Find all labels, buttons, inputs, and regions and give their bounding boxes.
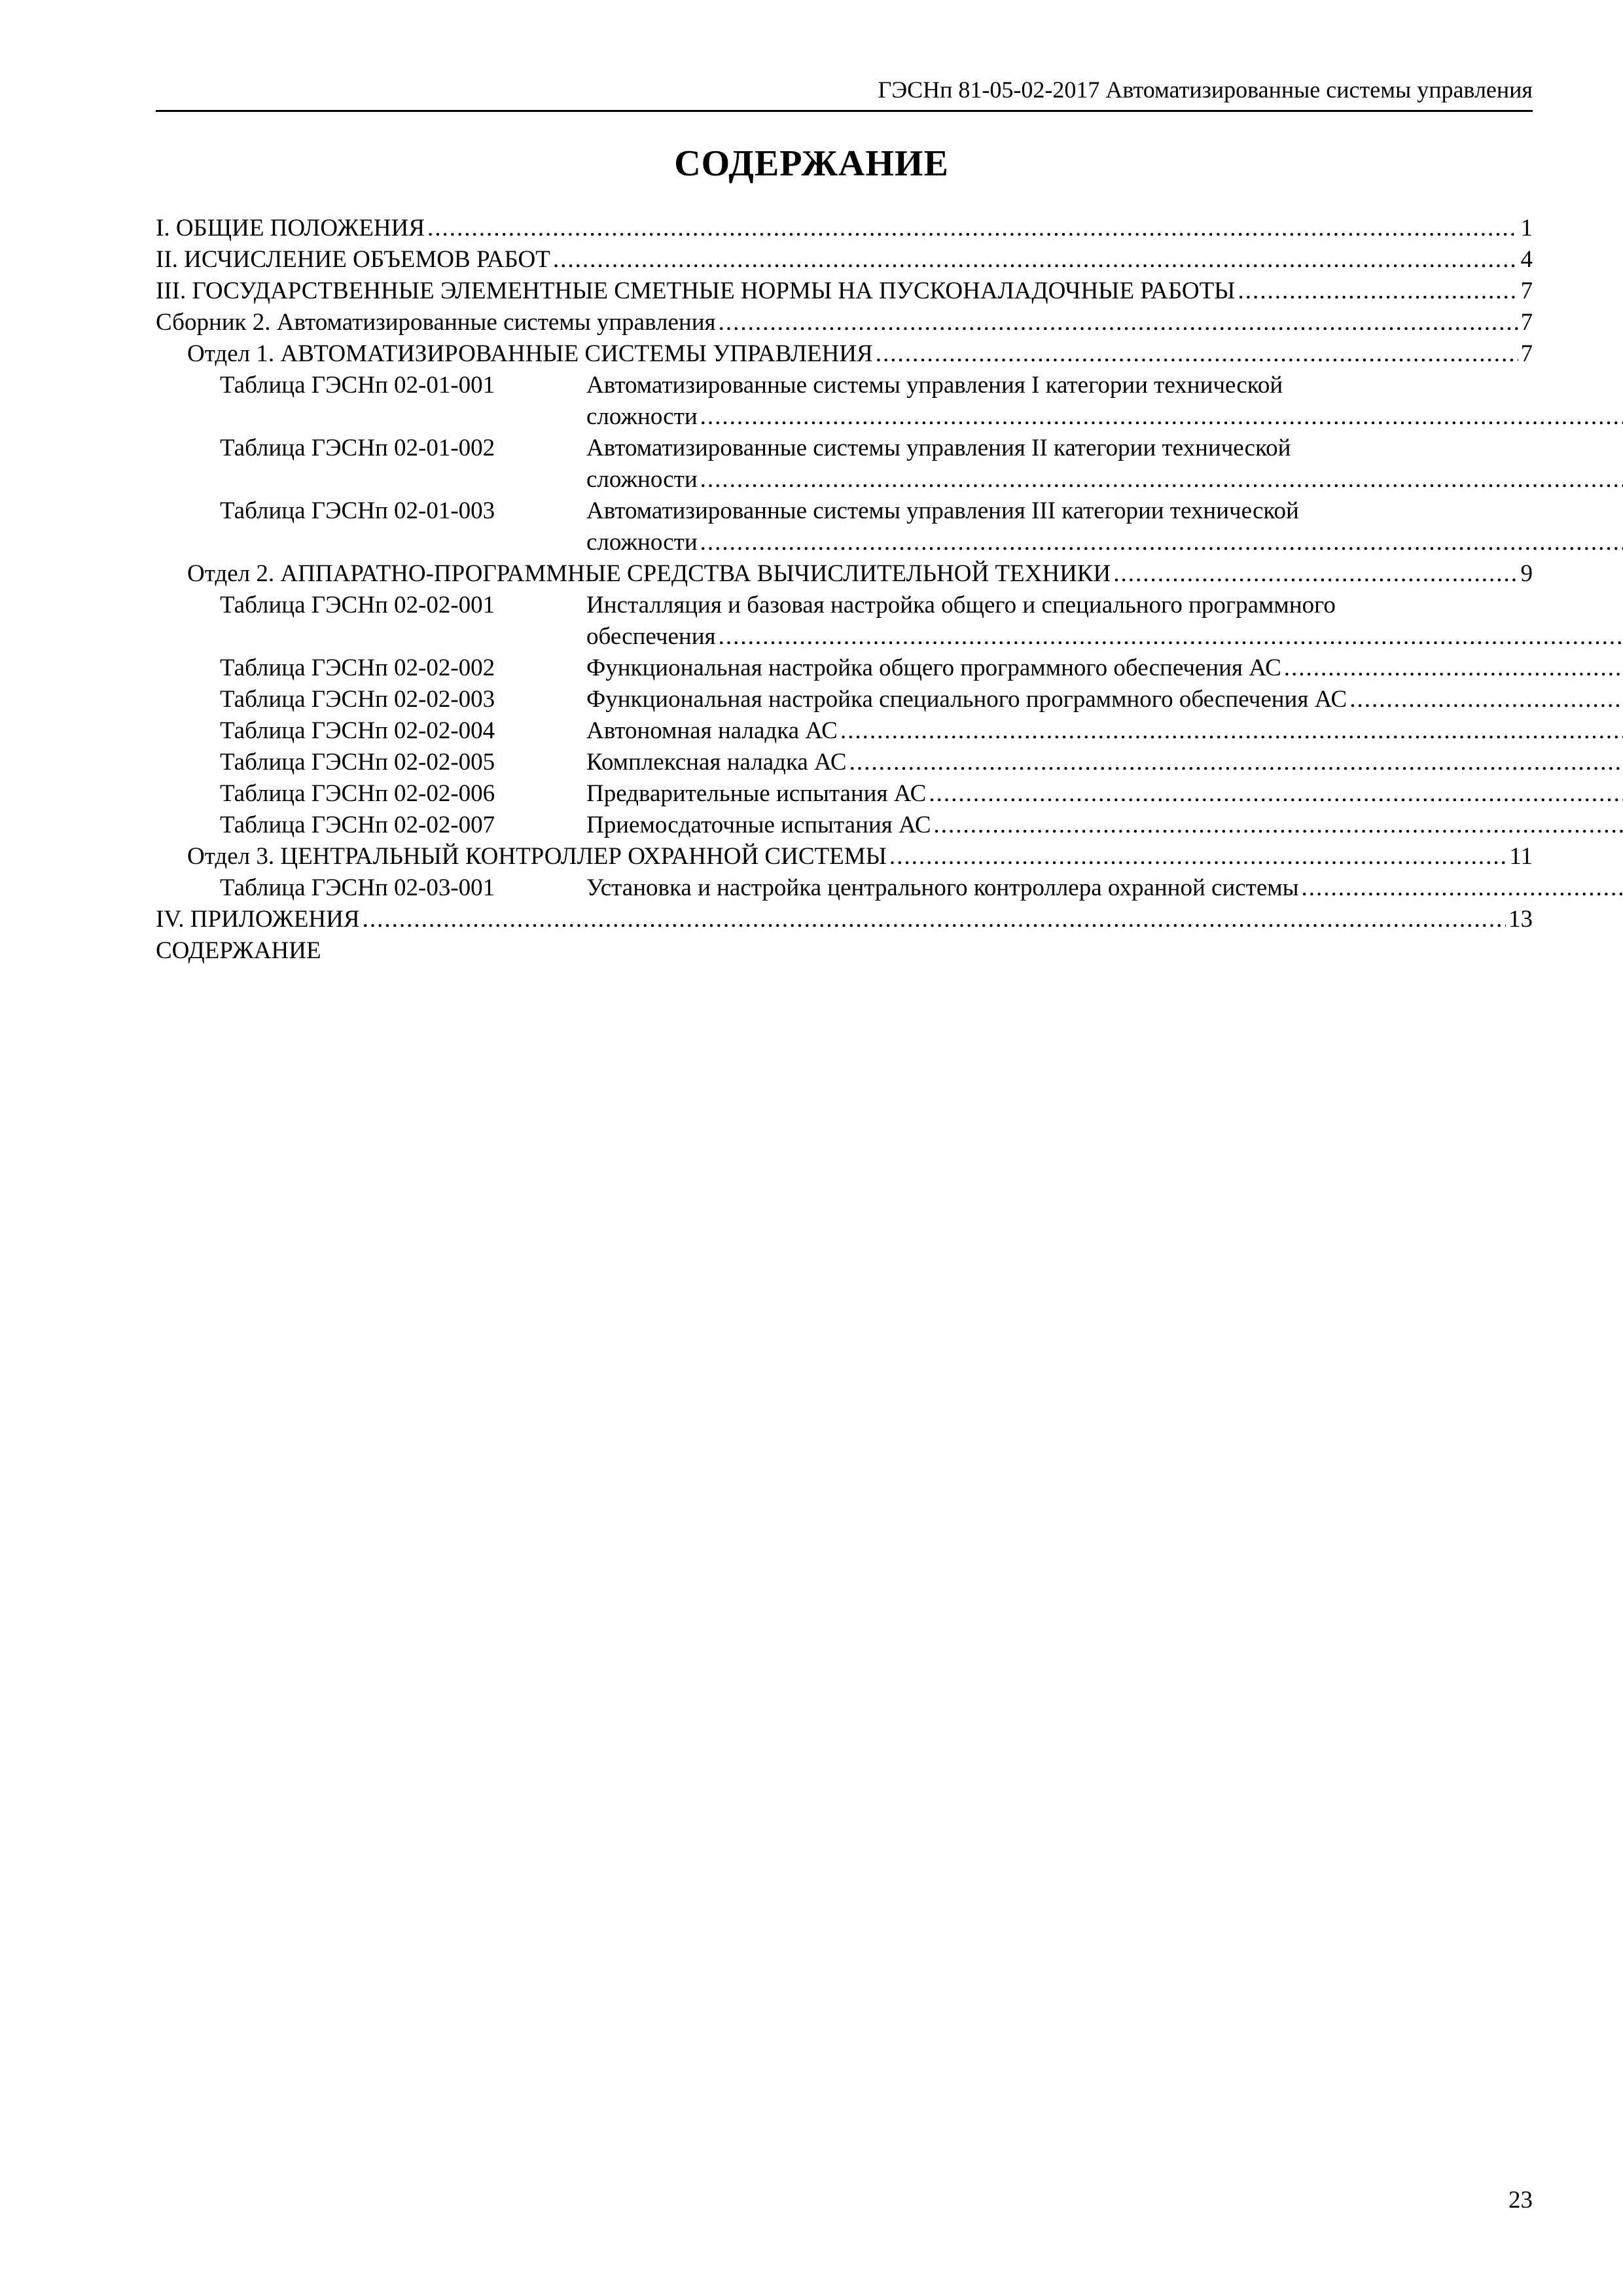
toc-entry-label: IV. ПРИЛОЖЕНИЯ: [156, 906, 360, 933]
toc-page-number: 7: [1520, 309, 1533, 336]
table-id: Таблица ГЭСНп 02-01-003: [220, 497, 495, 524]
toc-entry-label: III. ГОСУДАРСТВЕННЫЕ ЭЛЕМЕНТНЫЕ СМЕТНЫЕ НОРМЫ НА ПУСКОНАЛАДОЧНЫЕ РАБОТЫ: [156, 278, 1236, 304]
toc-entry-section-3[interactable]: [156, 276, 1533, 307]
dot-leader: [553, 244, 1518, 276]
dot-leader: [1349, 684, 1623, 715]
toc-entry-label: Приемосдаточные испытания АС: [586, 812, 931, 838]
dot-leader: [719, 307, 1518, 338]
dot-leader: [363, 904, 1506, 935]
toc-page-number: 13: [1508, 906, 1533, 933]
toc-page-number: 7: [1520, 278, 1533, 304]
table-id: Таблица ГЭСНп 02-01-001: [220, 372, 495, 399]
toc-entry-label: Функциональная настройка специального программного обеспечения АС: [586, 686, 1347, 713]
dot-leader: [719, 621, 1623, 653]
toc-entry-label: I. ОБЩИЕ ПОЛОЖЕНИЯ: [156, 215, 425, 242]
dot-leader: [929, 778, 1623, 810]
toc-entry-contents[interactable]: [156, 935, 1533, 967]
toc-entry-table-02-02-003[interactable]: [156, 684, 1533, 715]
toc-entry-label: Инсталляция и базовая настройка общего и специального программного: [586, 592, 1336, 619]
toc-entry-label: II. ИСЧИСЛЕНИЕ ОБЪЕМОВ РАБОТ: [156, 246, 550, 273]
toc-page-number: 4: [1520, 246, 1533, 273]
toc-page-number: 11: [1509, 843, 1533, 870]
toc-entry-label: Комплексная наладка АС: [586, 749, 847, 776]
toc-entry-label-cont: сложности: [586, 529, 698, 556]
page-number: 23: [1508, 2187, 1533, 2214]
table-id: Таблица ГЭСНп 02-02-002: [220, 655, 495, 681]
table-id: Таблица ГЭСНп 02-02-006: [220, 780, 495, 807]
toc-entry-table-02-01-003[interactable]: [156, 495, 1533, 558]
dot-leader: [1284, 653, 1623, 684]
toc-entry-table-02-02-002[interactable]: [156, 653, 1533, 684]
dot-leader: [876, 338, 1518, 370]
toc-entry-label-cont: сложности: [586, 403, 698, 430]
toc-entry-section-1[interactable]: [156, 213, 1533, 244]
toc-entry-label: Сборник 2. Автоматизированные системы управления: [156, 309, 716, 336]
table-of-contents: [156, 213, 1533, 967]
toc-entry-label: Автоматизированные системы управления I категории технической: [586, 372, 1283, 399]
toc-entry-label: Автоматизированные системы управления II категории технической: [586, 435, 1291, 461]
toc-entry-label: Функциональная настройка общего программного обеспечения АС: [586, 655, 1281, 681]
toc-entry-label: Предварительные испытания АС: [586, 780, 927, 807]
toc-entry-table-02-02-001[interactable]: [156, 590, 1533, 653]
toc-entry-collection-2[interactable]: [156, 307, 1533, 338]
toc-entry-label: СОДЕРЖАНИЕ: [156, 937, 321, 964]
dot-leader: [1302, 872, 1623, 904]
dot-leader: [700, 527, 1623, 558]
dot-leader: [1113, 558, 1518, 590]
dot-leader: [700, 401, 1623, 433]
toc-entry-label: Автономная наладка АС: [586, 717, 838, 744]
dot-leader: [849, 747, 1623, 778]
toc-page-number: 7: [1520, 340, 1533, 367]
toc-entry-department-3[interactable]: [156, 841, 1533, 872]
toc-page-number: 1: [1520, 215, 1533, 242]
toc-entry-label: Отдел 1. АВТОМАТИЗИРОВАННЫЕ СИСТЕМЫ УПРАВЛЕНИЯ: [187, 340, 873, 367]
toc-entry-label-cont: сложности: [586, 466, 698, 493]
toc-entry-label: Установка и настройка центрального контроллера охранной системы: [586, 874, 1299, 901]
table-id: Таблица ГЭСНп 02-03-001: [220, 874, 495, 901]
toc-entry-table-02-02-006[interactable]: [156, 778, 1533, 810]
toc-page-number: 9: [1520, 560, 1533, 587]
dot-leader: [889, 841, 1507, 872]
running-header: ГЭСНп 81-05-02-2017 Автоматизированные системы управления: [156, 73, 1533, 112]
table-id: Таблица ГЭСНп 02-02-004: [220, 717, 495, 744]
table-id: Таблица ГЭСНп 02-02-005: [220, 749, 495, 776]
page-title: СОДЕРЖАНИЕ: [674, 143, 949, 184]
toc-entry-label: Отдел 3. ЦЕНТРАЛЬНЫЙ КОНТРОЛЛЕР ОХРАННОЙ СИСТЕМЫ: [187, 843, 887, 870]
table-id: Таблица ГЭСНп 02-02-007: [220, 812, 495, 838]
dot-leader: [427, 213, 1518, 244]
toc-entry-section-4[interactable]: [156, 904, 1533, 935]
toc-entry-section-2[interactable]: [156, 244, 1533, 276]
dot-leader: [840, 715, 1623, 747]
toc-entry-department-2[interactable]: [156, 558, 1533, 590]
toc-entry-table-02-02-005[interactable]: [156, 747, 1533, 778]
dot-leader: [934, 810, 1623, 841]
toc-entry-department-1[interactable]: [156, 338, 1533, 370]
toc-entry-label: Автоматизированные системы управления III категории технической: [586, 497, 1299, 524]
table-id: Таблица ГЭСНп 02-02-001: [220, 592, 495, 619]
dot-leader: [700, 464, 1623, 495]
toc-entry-label: Отдел 2. АППАРАТНО-ПРОГРАММНЫЕ СРЕДСТВА ВЫЧИСЛИТЕЛЬНОЙ ТЕХНИКИ: [187, 560, 1111, 587]
table-id: Таблица ГЭСНп 02-02-003: [220, 686, 495, 713]
toc-entry-table-02-02-007[interactable]: [156, 810, 1533, 841]
toc-entry-label-cont: обеспечения: [586, 623, 716, 650]
toc-entry-table-02-01-002[interactable]: [156, 433, 1533, 495]
dot-leader: [1238, 276, 1518, 307]
toc-entry-table-02-02-004[interactable]: [156, 715, 1533, 747]
toc-entry-table-02-01-001[interactable]: [156, 370, 1533, 433]
table-id: Таблица ГЭСНп 02-01-002: [220, 435, 495, 461]
toc-entry-table-02-03-001[interactable]: [156, 872, 1533, 904]
